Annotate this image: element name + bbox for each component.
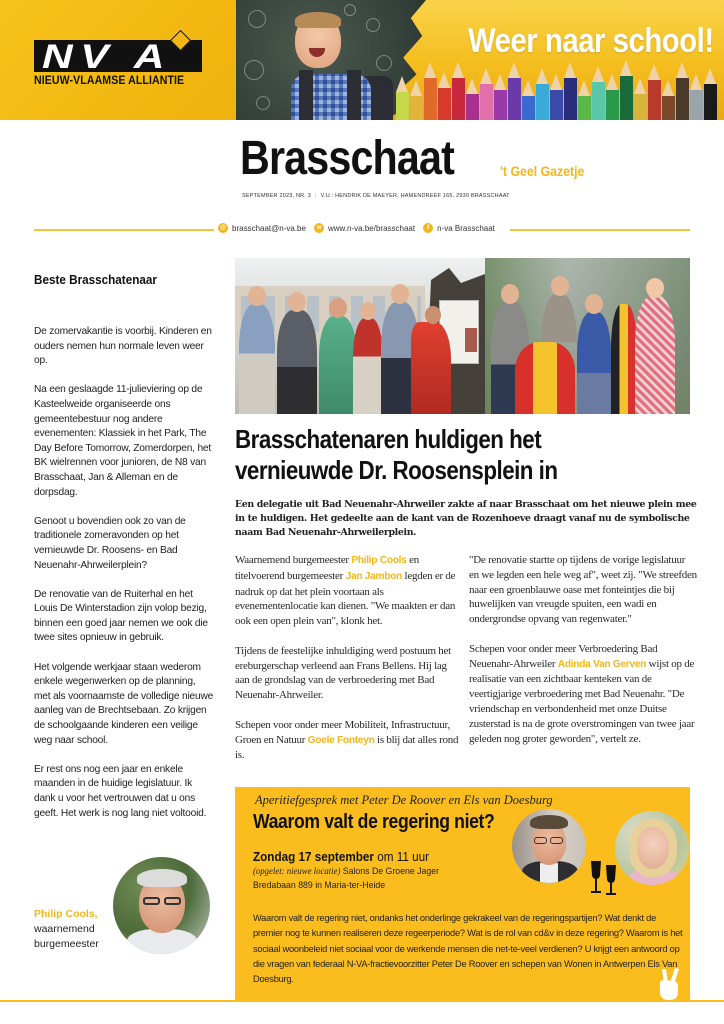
facebook-link[interactable]: n-va Brasschaat: [437, 223, 495, 233]
letter-paragraph: Het volgende werkjaar staan wederom enkele wegenwerken op de planning, met als voornaamste de volledige nieuwe aanleg van de Brechtsebaan. Zo krijgen de schoolgaande kinderen een veilige weg naar school.: [34, 661, 214, 746]
signature-role: waarnemend burgemeester: [34, 923, 99, 950]
contact-website[interactable]: [314, 223, 415, 233]
person-name-highlight: Jan Jambon: [345, 570, 403, 582]
email-link[interactable]: brasschaat@n-va.be: [232, 223, 306, 233]
contact-email[interactable]: [218, 223, 306, 233]
letter-body: [34, 325, 214, 821]
event-title: Waarom valt de regering niet?: [253, 811, 495, 833]
editorial-letter: [34, 272, 214, 836]
champagne-glasses-icon: [587, 857, 621, 897]
portrait-philip-cools: [113, 857, 210, 954]
event-date: Zondag 17 september om 11 uur: [253, 849, 430, 864]
location-note: (opgelet: nieuwe locatie): [253, 867, 341, 877]
person-name-highlight: Adinda Van Gerven: [557, 658, 647, 670]
letter-paragraph: De zomervakantie is voorbij. Kinderen en ouders nemen hun normale leven weer op.: [34, 326, 212, 367]
article-paragraph: Tijdens de feestelijke inhuldiging werd postuum het ereburgerschap verleend aan Frans Bellens. Hij lag aan de grondslag van de verbroedering met Bad Neuenahr-Ahrweiler.: [235, 644, 451, 702]
event-description: Waarom valt de regering niet, ondanks het onderlinge gekrakeel van de regeringspartijen? Wat denkt de premier nog te kunnen realiseren deze regeerperiode? Wat is de rol van cd&v in deze regering? Waarom is het sociaal woonbeleid niet sociaal voor de werkende mensen die net-te-veel verdienen? U krijgt een antwoord op die vragen van federaal N-VA-fractievoorzitter Peter De Roover en schepen van Wonen in Antwerpen Els Van Doesburg.: [253, 913, 683, 985]
logo-subtitle: NIEUW-VLAAMSE ALLIANTIE: [34, 75, 185, 87]
newsletter-subtitle: 't Geel Gazetje: [500, 163, 585, 179]
article-column-2: [469, 553, 697, 761]
colored-pencils: [396, 56, 724, 120]
chalk-doodle-icon: [256, 96, 270, 110]
contact-facebook[interactable]: [423, 223, 495, 233]
article-photo: [235, 258, 690, 414]
event-kicker: Aperitiefgesprek met Peter De Roover en Els van Doesburg: [255, 793, 553, 807]
signature-name: Philip Cools,: [34, 908, 98, 920]
letter-paragraph: De renovatie van de Ruiterhal en het Louis De Winterstadion zijn volop bezig, binnen een goed jaar nemen we ook die twee sites opnieuw in gebruik.: [34, 588, 208, 644]
chalk-doodle-icon: [244, 60, 264, 80]
newsletter-title: Brasschaat: [240, 132, 454, 185]
separator: |: [315, 193, 317, 199]
contact-bar: [218, 223, 495, 233]
letter-paragraph: Na een geslaagde 11-julieviering op de Kasteelweide organiseerde ons gemeentebestuur nog andere evenementen: Klassiek in het Park, The Day Before Tomorrow, Zomerdorpen, het BK wielrennen voor junioren, de N8 van Brasschaat, Jan & Alleman en de dorpsdag.: [34, 384, 212, 498]
article-paragraph: Schepen voor onder meer Mobiliteit, Infrastructuur, Groen en Natuur Goele Fonteyn is blij dat alles rond is.: [235, 718, 459, 762]
banner-title: Weer naar school!: [468, 22, 714, 60]
article-headline: Brasschatenaren huldigen het vernieuwde Dr. Roosensplein in: [235, 424, 558, 485]
publisher-label: V.U.: HENDRIK DE MAEYER, HAMENDREEF 165, 2930 BRASSCHAAT: [320, 193, 510, 199]
logo-letters: NV A: [42, 38, 172, 76]
event-announcement: [235, 787, 690, 1001]
person-name-highlight: Philip Cools: [351, 555, 407, 566]
schoolboy-photo: [291, 14, 391, 120]
article-lead: Een delegatie uit Bad Neuenahr-Ahrweiler zakte af naar Brasschaat om het nieuwe plein mee in te huldigen. Het gedeelte aan de kant van de Rozenhoeve draagt vanaf nu de symbolische naam Bad Neuenahr-Ahrweilerplein.: [235, 499, 697, 539]
portrait-els-van-doesburg: [615, 811, 689, 885]
portrait-peter-de-roover: [512, 809, 586, 883]
divider-left: [34, 229, 214, 231]
person-name-highlight: Goele Fonteyn: [307, 734, 375, 746]
divider-right: [510, 229, 690, 231]
letter-heading: Beste Brasschatenaar: [34, 272, 157, 287]
edition-label: SEPTEMBER 2023, NR. 3: [242, 193, 312, 199]
edition-info: [242, 193, 510, 199]
article-column-1: [235, 553, 463, 778]
article-paragraph: Schepen voor onder meer Verbroedering Bad Neuenahr-Ahrweiler Adinda Van Gerven wijst op de realisatie van een zichtbaar kenteken van de veertigjarige verbroedering met Bad Neuenahr. "De vriendschap en verbondenheid met onze Duitse zusterstad is na de grote overstromingen van twee jaar geleden nog groter geworden", vertelt ze.: [469, 642, 695, 745]
event-address: Bredabaan 889 in Maria-ter-Heide: [253, 880, 386, 891]
victory-hand-icon: [655, 967, 681, 1001]
nva-logo: [34, 38, 202, 76]
email-icon: @: [218, 223, 228, 233]
web-icon: w: [314, 223, 324, 233]
article-paragraph: Waarnemend burgemeester Philip Cools en titelvoerend burgemeester Jan Jambon legden er de nadruk op dat het plein voortaan als evenementenlocatie kan dienen. "We maakten er dan ook een open plein van", klonk het.: [235, 554, 456, 628]
header-logo-panel: [0, 0, 236, 120]
facebook-icon: f: [423, 223, 433, 233]
event-location: (opgelet: nieuwe locatie) Salons De Groene Jager: [253, 866, 439, 877]
letter-paragraph: Genoot u bovendien ook zo van de traditionele zomeravonden op het vernieuwde Dr. Roosens- en Bad Neuenahr-Ahrweilerplein?: [34, 515, 186, 571]
logo-diamond-icon: [170, 30, 191, 51]
article-paragraph: "De renovatie startte op tijdens de vorige legislatuur en we legden een hele weg af", weet zij. "We streefden naar een groenblauwe oase met fonteintjes die bij huwelijken van vreugde spuiten, een wadi en ondergrondse opvang van regenwater.": [469, 554, 697, 626]
letter-paragraph: Er rest ons nog een jaar en enkele maanden in de huidige legislatuur. Ik dank u voor het vertrouwen dat u ons geeft. Het werk is nog lang niet voltooid.: [34, 763, 207, 819]
chalk-doodle-icon: [248, 10, 266, 28]
header-banner-image: [236, 0, 724, 120]
website-link[interactable]: www.n-va.be/brasschaat: [327, 223, 416, 233]
